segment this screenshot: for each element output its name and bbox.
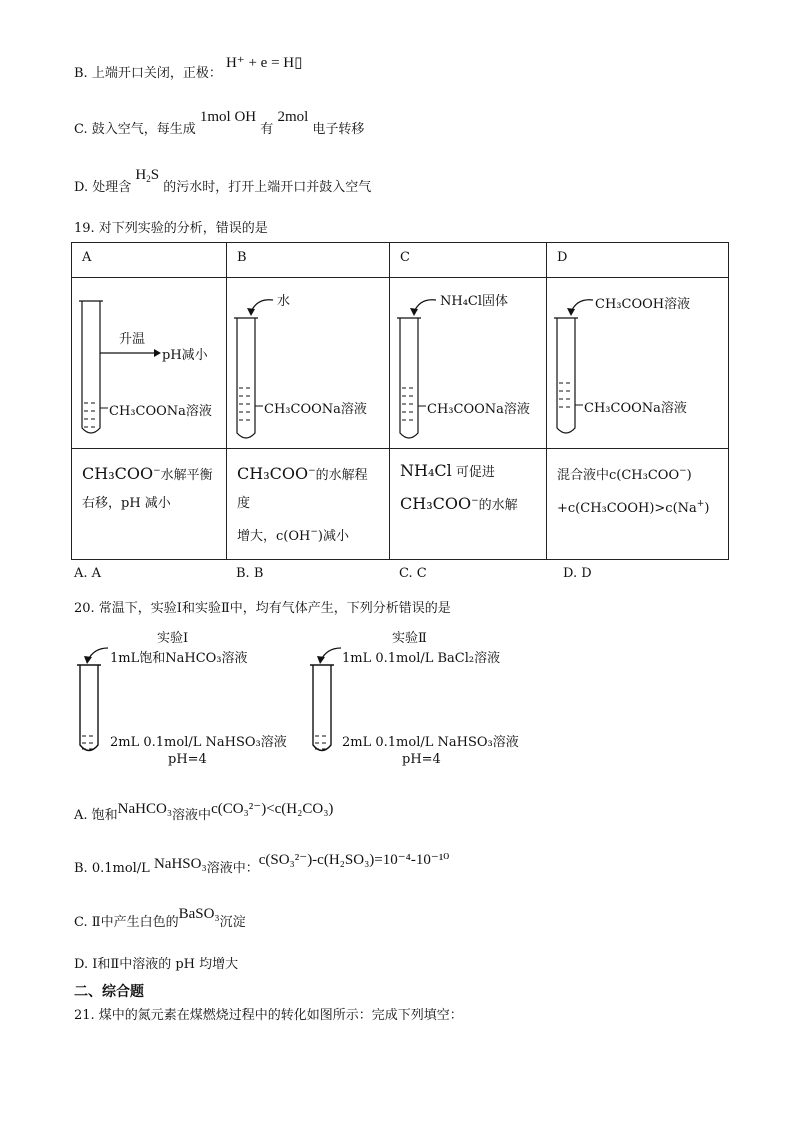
add-arrow <box>247 300 273 316</box>
test-tube-diagram-b <box>227 278 390 448</box>
solution-label: CH₃COONa溶液 <box>427 402 530 417</box>
analysis-c: NH₄Cl 可促进 CH₃COO−的水解 <box>390 449 547 560</box>
text: 混合液中c(CH₃COO <box>557 468 680 483</box>
header-c: C <box>390 243 547 278</box>
q18-option-c <box>74 109 365 138</box>
exp2-solution: 2mL 0.1mol/L NaHSO₃溶液 <box>342 735 519 750</box>
q20-option-d: D. Ⅰ和Ⅱ中溶液的 pH 均增大 <box>74 957 239 972</box>
added-reagent-label: CH₃COOH溶液 <box>595 297 691 312</box>
text: 的水解 <box>478 498 518 513</box>
analysis-a: CH₃COO−水解平衡 右移，pH 减小 <box>72 449 227 560</box>
option-label: C. Ⅱ中产生白色的 <box>74 915 179 930</box>
solution-label: CH₃COONa溶液 <box>109 404 212 419</box>
add-arrow <box>567 300 593 316</box>
expression: c(SO₃²⁻)-c(H₂SO₃)=10⁻⁴-10⁻¹⁰ <box>258 852 450 868</box>
choice-d[interactable]: D. D <box>563 566 592 581</box>
ion-formula: CH₃COO <box>237 464 309 483</box>
added-reagent-label: NH₄Cl固体 <box>440 294 509 309</box>
text: 沉淀 <box>219 915 246 930</box>
fig-b <box>227 278 390 449</box>
formula: NaHCO₃ <box>117 801 173 817</box>
text: 有 <box>260 122 274 137</box>
text: ) <box>686 468 692 483</box>
liquid-dashes <box>402 388 416 420</box>
amount: 2mol <box>277 109 309 125</box>
header-d: D <box>547 243 729 278</box>
expression: c(CO₃²⁻)<c(H₂CO₃) <box>211 801 334 817</box>
solution-label: CH₃COONa溶液 <box>584 401 687 416</box>
formula-s: S <box>150 167 160 183</box>
option-label: C. 鼓入空气，每生成 <box>74 122 196 137</box>
analysis-b: CH₃COO−的水解程度 增大，c(OH−)减小 <box>227 449 390 560</box>
equation: H⁺ + e = H▯ <box>225 55 303 71</box>
add-arrow <box>410 300 436 316</box>
heat-label: 升温 <box>119 332 146 347</box>
test-tube-diagram-a <box>72 278 227 448</box>
header-b: B <box>227 243 390 278</box>
formula: NH₄Cl <box>400 461 452 480</box>
q19-stem: 19. 对下列实验的分析，错误的是 <box>74 221 268 236</box>
amount: 1mol OH <box>199 109 257 125</box>
choice-c[interactable]: C. C <box>399 566 427 581</box>
exp2-title: 实验Ⅱ <box>392 631 427 646</box>
text: 的水解程度 <box>237 468 368 511</box>
fig-a <box>72 278 227 449</box>
option-label: B. 上端开口关闭，正极： <box>74 66 222 81</box>
exp1-title: 实验Ⅰ <box>157 631 189 646</box>
option-label: B. 0.1mol/L <box>74 861 150 876</box>
q20-option-a <box>74 801 334 824</box>
q18-option-b <box>74 55 303 82</box>
formula: NaHSO₃ <box>153 856 207 872</box>
exp1-solution: 2mL 0.1mol/L NaHSO₃溶液 <box>110 735 287 750</box>
q20-option-c <box>74 906 246 931</box>
text: 溶液中： <box>206 861 259 876</box>
ion-formula: CH₃COO <box>400 494 472 513</box>
q21-stem: 21. 煤中的氮元素在煤燃烧过程中的转化如图所示：完成下列填空： <box>74 1008 463 1023</box>
heating-arrow <box>100 349 161 357</box>
option-label: D. 处理含 <box>74 180 132 195</box>
q19-table <box>71 242 729 560</box>
formula-sub: 2 <box>146 174 151 184</box>
test-tube <box>79 301 103 433</box>
choice-a[interactable]: A. A <box>74 566 102 581</box>
text: )减小 <box>317 529 349 544</box>
fig-c <box>390 278 547 449</box>
analysis-d: 混合液中c(CH₃COO−) +c(CH₃COOH)>c(Na+) <box>547 449 729 560</box>
exp2-reagent: 1mL 0.1mol/L BaCl₂溶液 <box>342 651 501 666</box>
choice-b[interactable]: B. B <box>236 566 264 581</box>
exp2-tube <box>310 648 341 751</box>
q18-option-d <box>74 167 372 196</box>
text: 右移，pH 减小 <box>82 496 171 511</box>
liquid-dashes <box>84 403 98 427</box>
text: 的污水时，打开上端开口并鼓入空气 <box>163 180 372 195</box>
liquid-dashes <box>559 383 573 407</box>
ion-formula: CH₃COO <box>82 464 154 483</box>
text: 增大，c(OH <box>237 529 311 544</box>
text: +c(CH₃COOH)>c(Na <box>557 501 697 516</box>
exp1-tube <box>77 648 108 751</box>
exp2-ph: pH=4 <box>402 752 441 767</box>
text: 水解平衡 <box>160 468 213 483</box>
text: 溶液中 <box>172 808 212 823</box>
fig-d <box>547 278 729 449</box>
formula: BaSO₃ <box>178 906 220 922</box>
option-label: A. 饱和 <box>74 808 118 823</box>
text: 电子转移 <box>312 122 365 137</box>
solution-label: CH₃COONa溶液 <box>264 402 367 417</box>
header-a: A <box>72 243 227 278</box>
added-reagent-label: 水 <box>277 294 291 309</box>
exp1-reagent: 1mL饱和NaHCO₃溶液 <box>110 651 248 666</box>
exp1-ph: pH=4 <box>168 752 207 767</box>
liquid-dashes <box>239 388 253 420</box>
text: 可促进 <box>455 465 495 480</box>
ph-result-label: pH减小 <box>162 348 208 363</box>
formula-h: H <box>135 167 147 183</box>
section-title: 二、综合题 <box>74 984 144 1000</box>
text: ) <box>704 501 710 516</box>
q20-option-b <box>74 852 450 877</box>
q20-stem: 20. 常温下，实验Ⅰ和实验Ⅱ中，均有气体产生，下列分析错误的是 <box>74 601 451 616</box>
test-tube <box>554 318 578 433</box>
